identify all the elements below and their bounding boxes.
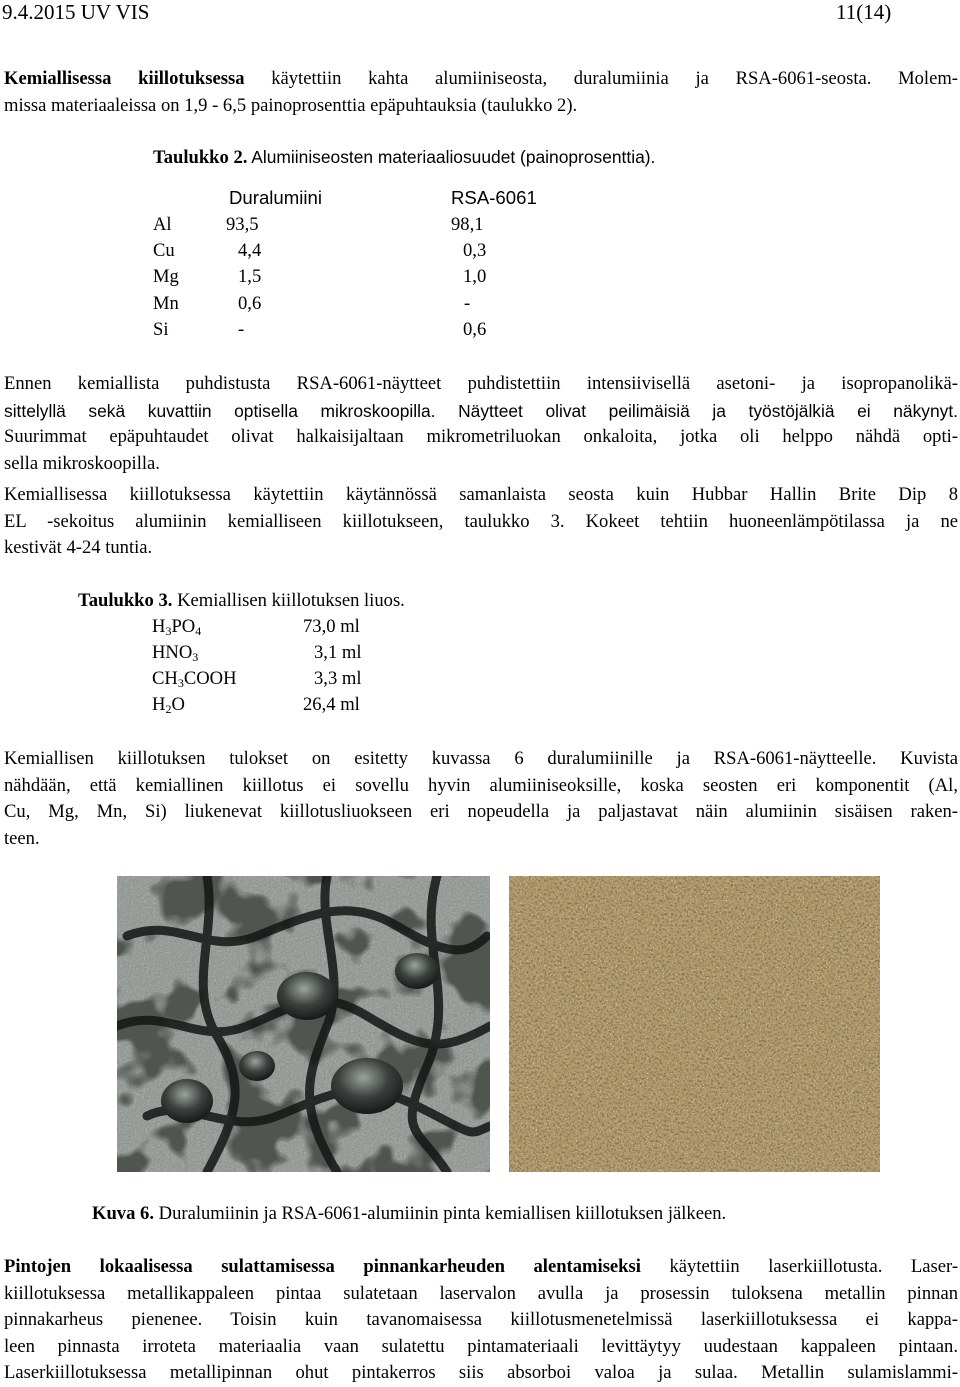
table-2-row-b: 98,1: [451, 214, 484, 235]
table-2-row-a: 93,5: [226, 214, 259, 235]
table-3-formula: $HNO_3$: [152, 642, 199, 664]
paragraph-1: [4, 66, 958, 119]
table-2-row-el: Mn: [153, 293, 179, 314]
table-2-row-b: 0,3: [463, 240, 487, 261]
duralumin-micrograph-image: [117, 876, 490, 1172]
paragraph-3-line: kestivät 4-24 tuntia.: [4, 537, 153, 558]
table-3-formula: $CH_3COOH$: [152, 668, 237, 690]
header-left: 9.4.2015 UV VIS: [2, 0, 150, 24]
table-2-caption-text: Alumiiniseosten materiaaliosuudet (painoprosenttia).: [247, 147, 656, 167]
table-2-row-a: 4,4: [238, 240, 262, 261]
paragraph-5-line: leen pinnasta irroteta materiaalia vaan sulatettu pintamateriaali levittäytyy uudestaan kappaleen pintaan.: [4, 1335, 958, 1357]
table-2-row-a: -: [238, 319, 245, 340]
table-3-formula: $H_3PO_4$: [152, 616, 202, 638]
table-2-caption: [153, 147, 655, 169]
paragraph-2: [4, 371, 958, 477]
table-3-value: 73,0 ml: [303, 616, 360, 637]
paragraph-5-line: kiillotuksessa metallikappaleen pintaa sulatetaan laservalon avulla ja prosessin tuloksena metallin pinnan: [4, 1282, 958, 1304]
table-2-row-el: Mg: [153, 266, 179, 287]
paragraph-2-line: Ennen kemiallista puhdistusta RSA-6061-näytteet puhdistettiin intensiivisellä asetoni- ja isopropanolikä-: [4, 373, 958, 394]
paragraph-2-line: sella mikroskoopilla.: [4, 452, 160, 474]
paragraph-5-line: pinnakarheus pienenee. Toisin kuin tavanomaisessa kiillotusmenetelmissä laserkiillotuksessa ei kappa-: [4, 1309, 958, 1330]
paragraph-3: [4, 482, 958, 562]
figure-6-caption-label: Kuva 6.: [92, 1203, 154, 1224]
table-2-col1-header: Duralumiini: [229, 187, 322, 208]
table-3-value: 3,3 ml: [314, 668, 362, 689]
table-2-row-el: Si: [153, 319, 169, 340]
table-2-row-el: Al: [153, 214, 172, 235]
table-2-row-a: 1,5: [238, 266, 262, 287]
paragraph-4-line: Cu, Mg, Mn, Si) liukenevat kiillotusliuokseen eri nopeudella ja paljastavat näin alumiinin sisäisen raken-: [4, 801, 958, 822]
paragraph-5: [4, 1254, 958, 1387]
paragraph-5-line1: käytettiin laserkiillotusta. Laser-: [640, 1256, 959, 1277]
paragraph-2-line: Suurimmat epäpuhtaudet olivat halkaisijaltaan mikrometriluokan onkaloita, jotka oli helppo nähdä opti-: [4, 426, 958, 447]
table-2-row-el: Cu: [153, 240, 175, 261]
paragraph-4-line: nähdään, että kemiallinen kiillotus ei sovellu hyvin alumiiniseoksille, koska seosten eri komponentit (Al,: [4, 774, 958, 796]
paragraph-2-line: sittelyllä sekä kuvattiin optisella mikroskoopilla. Näytteet olivat peilimäisiä ja työstöjälkiä ei näkynyt.: [4, 400, 958, 421]
paragraph-4-line: Kemiallisen kiillotuksen tulokset on esitetty kuvassa 6 duralumiinille ja RSA-6061-näytteelle. Kuvista: [4, 748, 958, 769]
paragraph-1-line1: käytettiin kahta alumiiniseosta, duralumiinia ja RSA-6061-seosta. Molem-: [244, 68, 958, 89]
paragraph-1-line2: missa materiaaleissa on 1,9 - 6,5 painoprosenttia epäpuhtauksia (taulukko 2).: [4, 94, 578, 116]
table-3-caption-label: Taulukko 3.: [78, 590, 173, 611]
paragraph-3-line: EL -sekoitus alumiinin kemialliseen kiillotukseen, taulukko 3. Kokeet tehtiin huoneenlämpötilassa ja ne: [4, 510, 958, 532]
table-3-caption-text: Kemiallisen kiillotuksen liuos.: [172, 590, 405, 611]
table-2-caption-label: Taulukko 2.: [153, 147, 248, 168]
table-2-row-b: -: [464, 293, 471, 314]
paragraph-4: [4, 746, 958, 852]
table-3-value: 3,1 ml: [314, 642, 362, 663]
figure-6-caption: [92, 1203, 726, 1225]
rsa-6061-micrograph-image: [509, 876, 880, 1172]
paragraph-4-line: teen.: [4, 827, 40, 849]
rsa-6061-micrograph: [509, 876, 880, 1172]
header-right: 11(14): [836, 0, 892, 24]
paragraph-5-line: Laserkiillotuksessa metallipinnan ohut pintakerros siis absorboi valoa ja sulaa. Metallin sulamislammi-: [4, 1362, 958, 1383]
table-3-formula: $H_2O$: [152, 694, 185, 716]
table-3-caption: [78, 590, 405, 612]
table-2-col2-header: RSA-6061: [451, 187, 537, 208]
table-2-row-a: 0,6: [238, 293, 262, 314]
table-3-value: 26,4 ml: [303, 694, 360, 715]
duralumin-micrograph: [117, 876, 490, 1172]
paragraph-1-bold: Kemiallisessa kiillotuksessa: [4, 68, 245, 89]
figure-6-caption-text: Duralumiinin ja RSA-6061-alumiinin pinta kemiallisen kiillotuksen jälkeen.: [154, 1203, 727, 1224]
paragraph-5-bold: Pintojen lokaalisessa sulattamisessa pinnankarheuden alentamiseksi: [4, 1256, 641, 1277]
paragraph-3-line: Kemiallisessa kiillotuksessa käytettiin käytännössä samanlaista seosta kuin Hubbar Hallin Brite Dip 8: [4, 484, 958, 505]
table-2-row-b: 0,6: [463, 319, 487, 340]
table-2-row-b: 1,0: [463, 266, 487, 287]
